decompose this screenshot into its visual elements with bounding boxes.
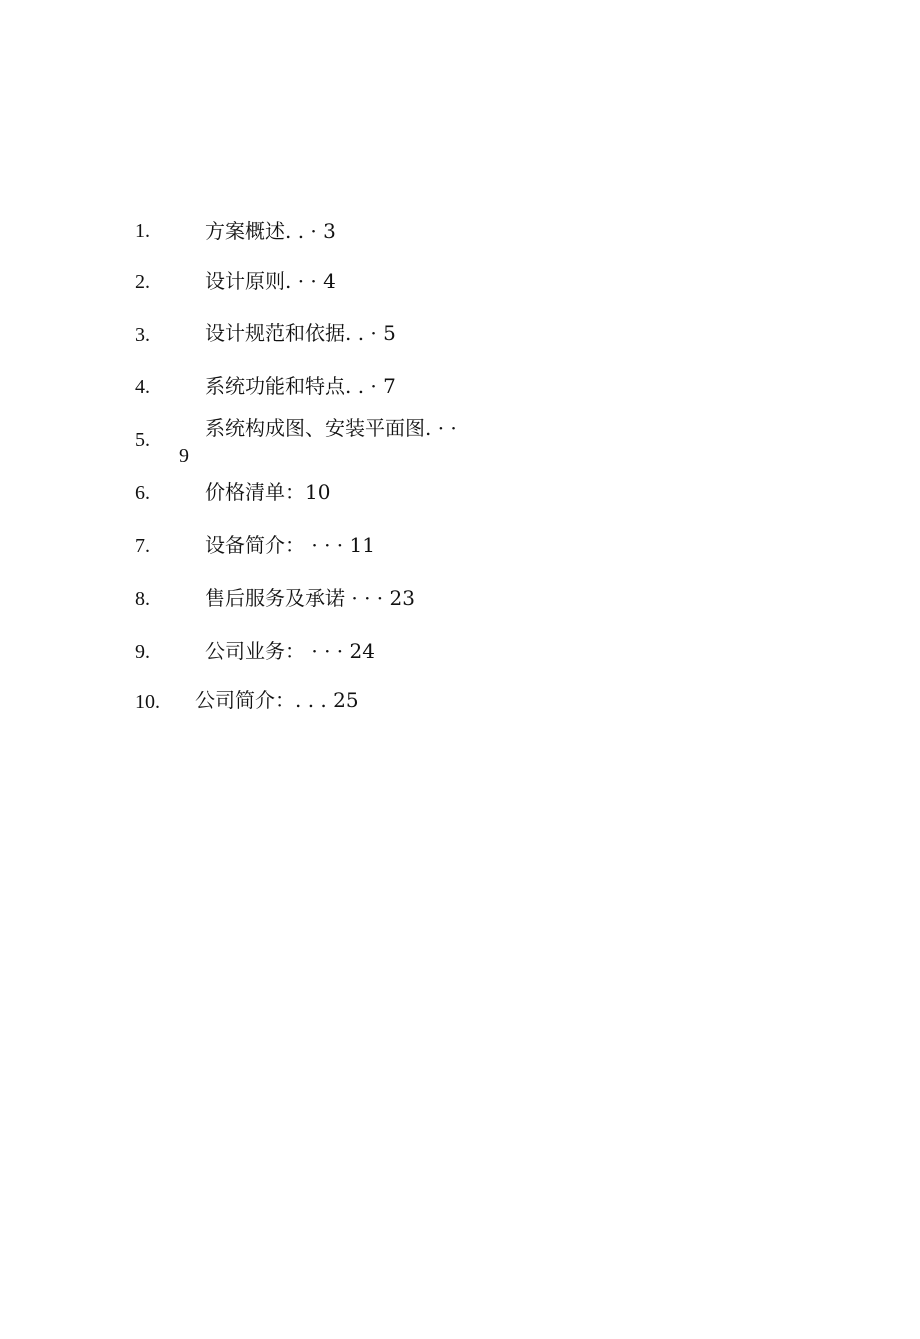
toc-item-text: 系统构成图、安装平面图. · ·: [205, 416, 457, 440]
toc-item-number: 10.: [135, 691, 160, 713]
toc-item-number: 9.: [135, 641, 150, 663]
toc-item-text: 售后服务及承诺 · · · 23: [205, 586, 415, 610]
toc-item-page-wrapped: 9: [179, 445, 189, 467]
toc-item-text: 方案概述. . · 3: [205, 219, 336, 243]
toc-item-number: 2.: [135, 271, 150, 293]
toc-item-number: 3.: [135, 324, 150, 346]
toc-item-text: 系统功能和特点. . · 7: [205, 374, 396, 398]
toc-item-number: 4.: [135, 376, 150, 398]
toc-item-text: 设计规范和依据. . · 5: [205, 321, 396, 345]
toc-item-text: 公司业务： · · · 24: [205, 639, 375, 663]
toc-item-number: 6.: [135, 482, 150, 504]
toc-item-number: 1.: [135, 220, 150, 242]
toc-item-number: 8.: [135, 588, 150, 610]
toc-item-text: 价格清单：10: [205, 480, 331, 504]
toc-item-number: 5.: [135, 429, 150, 451]
toc-item-text: 设备简介： · · · 11: [205, 533, 375, 557]
toc-item-text: 公司简介：. . . 25: [195, 688, 359, 712]
toc-item-number: 7.: [135, 535, 150, 557]
toc-item-text: 设计原则. · · 4: [205, 269, 336, 293]
